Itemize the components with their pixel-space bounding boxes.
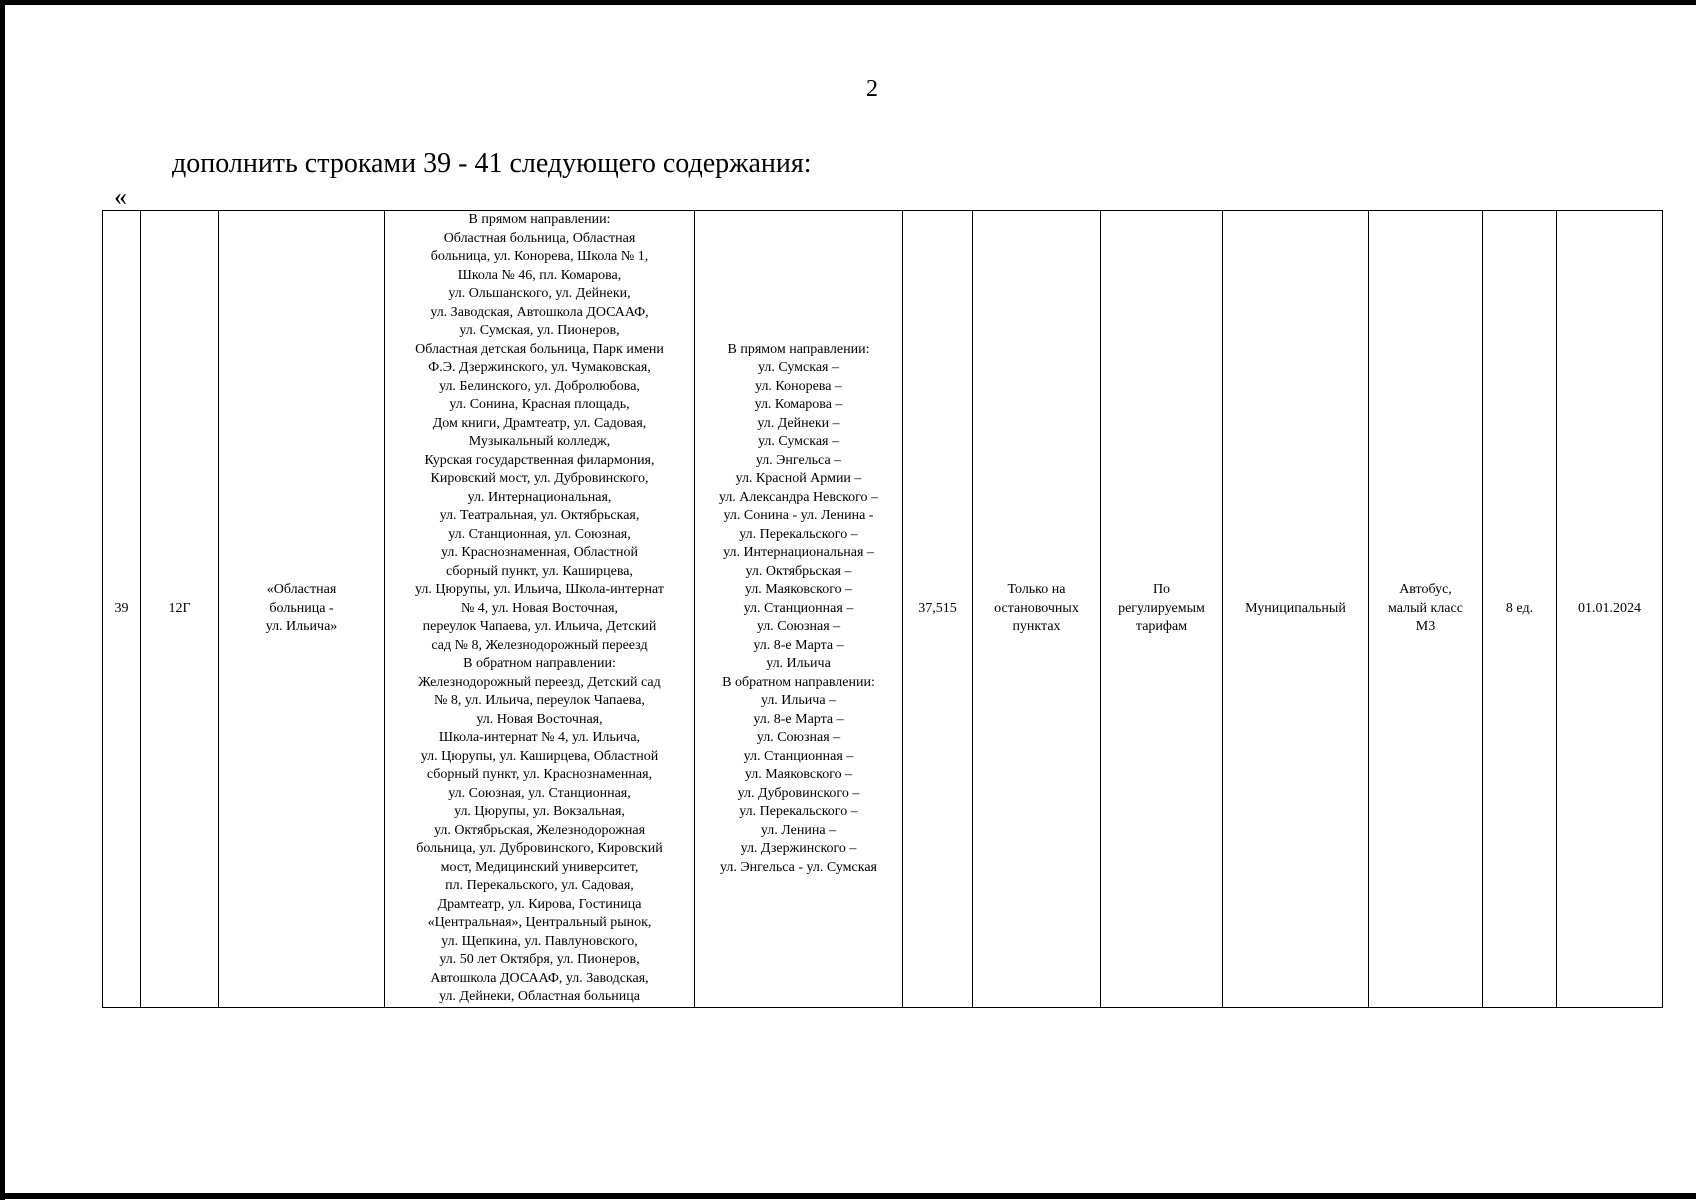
text-line: Драмтеатр, ул. Кирова, Гостиница xyxy=(437,896,642,912)
text-line: ул. Цюрупы, ул. Вокзальная, xyxy=(454,804,625,819)
text-line: малый класс xyxy=(1388,600,1463,616)
text-line: Только на xyxy=(1007,582,1066,597)
page-number: 2 xyxy=(866,76,878,102)
text-line: ул. Маяковского – xyxy=(744,582,853,597)
text-line: ул. Сумская, ул. Пионеров, xyxy=(459,323,620,338)
text-line: ул. Ильича xyxy=(766,656,831,671)
text-line: В прямом направлении: xyxy=(727,341,870,357)
stops-cell xyxy=(385,211,695,1008)
text-line: ул. Октябрьская, Железнодорожная xyxy=(433,822,646,838)
text-line: В обратном направлении: xyxy=(722,674,875,690)
text-line: ул. Перекальского – xyxy=(739,526,858,542)
route-name-cell xyxy=(219,211,385,1008)
text-line: ул. Сонина, Красная площадь, xyxy=(449,397,630,412)
text-line: ул. 8-е Марта – xyxy=(753,637,844,653)
text-line: ул. Энгельса - ул. Сумская xyxy=(719,859,877,875)
text-line: № 8, ул. Ильича, переулок Чапаева, xyxy=(434,693,645,708)
text-line: сборный пункт, ул. Краснознаменная, xyxy=(426,767,653,782)
text-line: ул. 8-е Марта – xyxy=(753,711,844,727)
text-line: ул. Цюрупы, ул. Каширцева, Областной xyxy=(420,748,659,764)
text-line: сборный пункт, ул. Каширцева, xyxy=(446,563,633,579)
text-line: Железнодорожный переезд, Детский сад xyxy=(418,674,661,690)
text-line: Автошкола ДОСААФ, ул. Заводская, xyxy=(430,970,649,986)
text-line: мост, Медицинский университет, xyxy=(440,859,639,875)
text-line: ул. Станционная, ул. Союзная, xyxy=(448,526,631,542)
text-line: ул. Маяковского – xyxy=(744,767,853,782)
text-line: № 4, ул. Новая Восточная, xyxy=(460,600,619,616)
text-line: Кировский мост, ул. Дубровинского, xyxy=(430,471,649,486)
text-line: По xyxy=(1152,582,1171,597)
text-line: больница, ул. Конорева, Школа № 1, xyxy=(430,249,649,264)
intro-text: дополнить строками 39 - 41 следующего содержания: xyxy=(172,148,812,179)
text-line: ул. Заводская, Автошкола ДОСААФ, xyxy=(430,304,649,320)
text-line: ул. Станционная – xyxy=(743,748,854,764)
text-line: Курская государственная филармония, xyxy=(424,452,655,468)
text-line: Музыкальный колледж, xyxy=(468,434,611,449)
text-line: ул. Дзержинского – xyxy=(740,841,857,856)
text-line: ул. Союзная, ул. Станционная, xyxy=(448,785,631,801)
start-date-cell: 01.01.2024 xyxy=(1557,211,1663,1008)
text-line: «Центральная», Центральный рынок, xyxy=(427,915,652,930)
text-line: Дом книги, Драмтеатр, ул. Садовая, xyxy=(432,415,647,431)
row-number-cell: 39 xyxy=(103,211,141,1008)
text-line: ул. Щепкина, ул. Павлуновского, xyxy=(441,933,638,949)
text-line: больница, ул. Дубровинского, Кировский xyxy=(416,841,663,856)
text-line: ул. Интернациональная – xyxy=(723,545,874,560)
text-line: пл. Перекальского, ул. Садовая, xyxy=(445,878,634,893)
text-line: ул. Ленина – xyxy=(760,822,837,838)
text-line: ул. Красной Армии – xyxy=(735,471,862,486)
text-line: ул. Ильича – xyxy=(760,693,837,708)
route-table xyxy=(102,210,1663,1008)
route-type-cell: Муниципальный xyxy=(1223,211,1369,1008)
text-line: ул. Союзная – xyxy=(756,619,841,634)
text-line: Школа-интернат № 4, ул. Ильича, xyxy=(438,730,641,745)
streets-cell xyxy=(695,211,903,1008)
text-line: ул. Сумская – xyxy=(758,360,839,375)
text-line: ул. Дейнеки, Областная больница xyxy=(439,989,640,1004)
text-line: остановочных xyxy=(994,600,1079,616)
text-line: В прямом направлении: xyxy=(468,212,611,227)
text-line: ул. Перекальского – xyxy=(739,804,858,819)
text-line: ул. Станционная – xyxy=(743,600,854,616)
text-line: ул. Новая Восточная, xyxy=(476,711,603,727)
text-line: В обратном направлении: xyxy=(463,656,616,671)
text-line: ул. Александра Невского – xyxy=(718,489,879,505)
text-line: ул. Театральная, ул. Октябрьская, xyxy=(439,508,640,523)
text-line: пунктах xyxy=(1012,619,1061,634)
text-line: ул. Союзная – xyxy=(756,730,841,745)
text-line: ул. Краснознаменная, Областной xyxy=(441,545,638,560)
text-line: сад № 8, Железнодорожный переезд xyxy=(431,637,648,653)
text-line: Областная больница, Областная xyxy=(443,230,636,246)
text-line: Областная детская больница, Парк имени xyxy=(415,341,664,357)
text-line: ул. Энгельса – xyxy=(755,452,842,468)
text-line: Школа № 46, пл. Комарова, xyxy=(457,267,622,283)
route-code-cell: 12Г xyxy=(141,211,219,1008)
scan-edge-left xyxy=(0,0,5,1200)
text-line: ул. Сонина - ул. Ленина - xyxy=(723,508,874,523)
text-line: тарифам xyxy=(1135,619,1188,634)
text-line: ул. Цюрупы, ул. Ильича, Школа-интернат xyxy=(415,582,664,597)
text-line: ул. Белинского, ул. Добролюбова, xyxy=(439,378,640,394)
text-line: «Областная xyxy=(266,582,337,597)
opening-quote-mark: « xyxy=(114,182,127,211)
text-line: Автобус, xyxy=(1399,582,1452,597)
text-line: ул. Дейнеки – xyxy=(757,415,840,431)
route-length-cell: 37,515 xyxy=(903,211,973,1008)
scan-edge-top xyxy=(0,0,1696,5)
text-line: Ф.Э. Дзержинского, ул. Чумаковская, xyxy=(428,360,651,375)
text-line: ул. 50 лет Октября, ул. Пионеров, xyxy=(439,952,640,967)
text-line: регулируемым xyxy=(1118,600,1205,616)
text-line: ул. Комарова – xyxy=(754,397,843,412)
text-line: М3 xyxy=(1415,619,1436,634)
text-line: ул. Октябрьская – xyxy=(745,563,852,579)
text-line: ул. Ольшанского, ул. Дейнеки, xyxy=(448,286,631,301)
vehicle-quantity-cell: 8 ед. xyxy=(1483,211,1557,1008)
table-row xyxy=(103,211,1663,1008)
vehicle-cell xyxy=(1369,211,1483,1008)
text-line: больница - xyxy=(269,600,334,616)
text-line: ул. Сумская – xyxy=(758,434,839,449)
scan-edge-bottom xyxy=(0,1193,1696,1199)
tariff-cell xyxy=(1101,211,1223,1008)
text-line: переулок Чапаева, ул. Ильича, Детский xyxy=(422,619,657,634)
text-line: ул. Конорева – xyxy=(755,378,842,394)
text-line: ул. Интернациональная, xyxy=(467,489,612,505)
stop-mode-cell xyxy=(973,211,1101,1008)
text-line: ул. Дубровинского – xyxy=(737,785,860,801)
text-line: ул. Ильича» xyxy=(265,619,338,634)
